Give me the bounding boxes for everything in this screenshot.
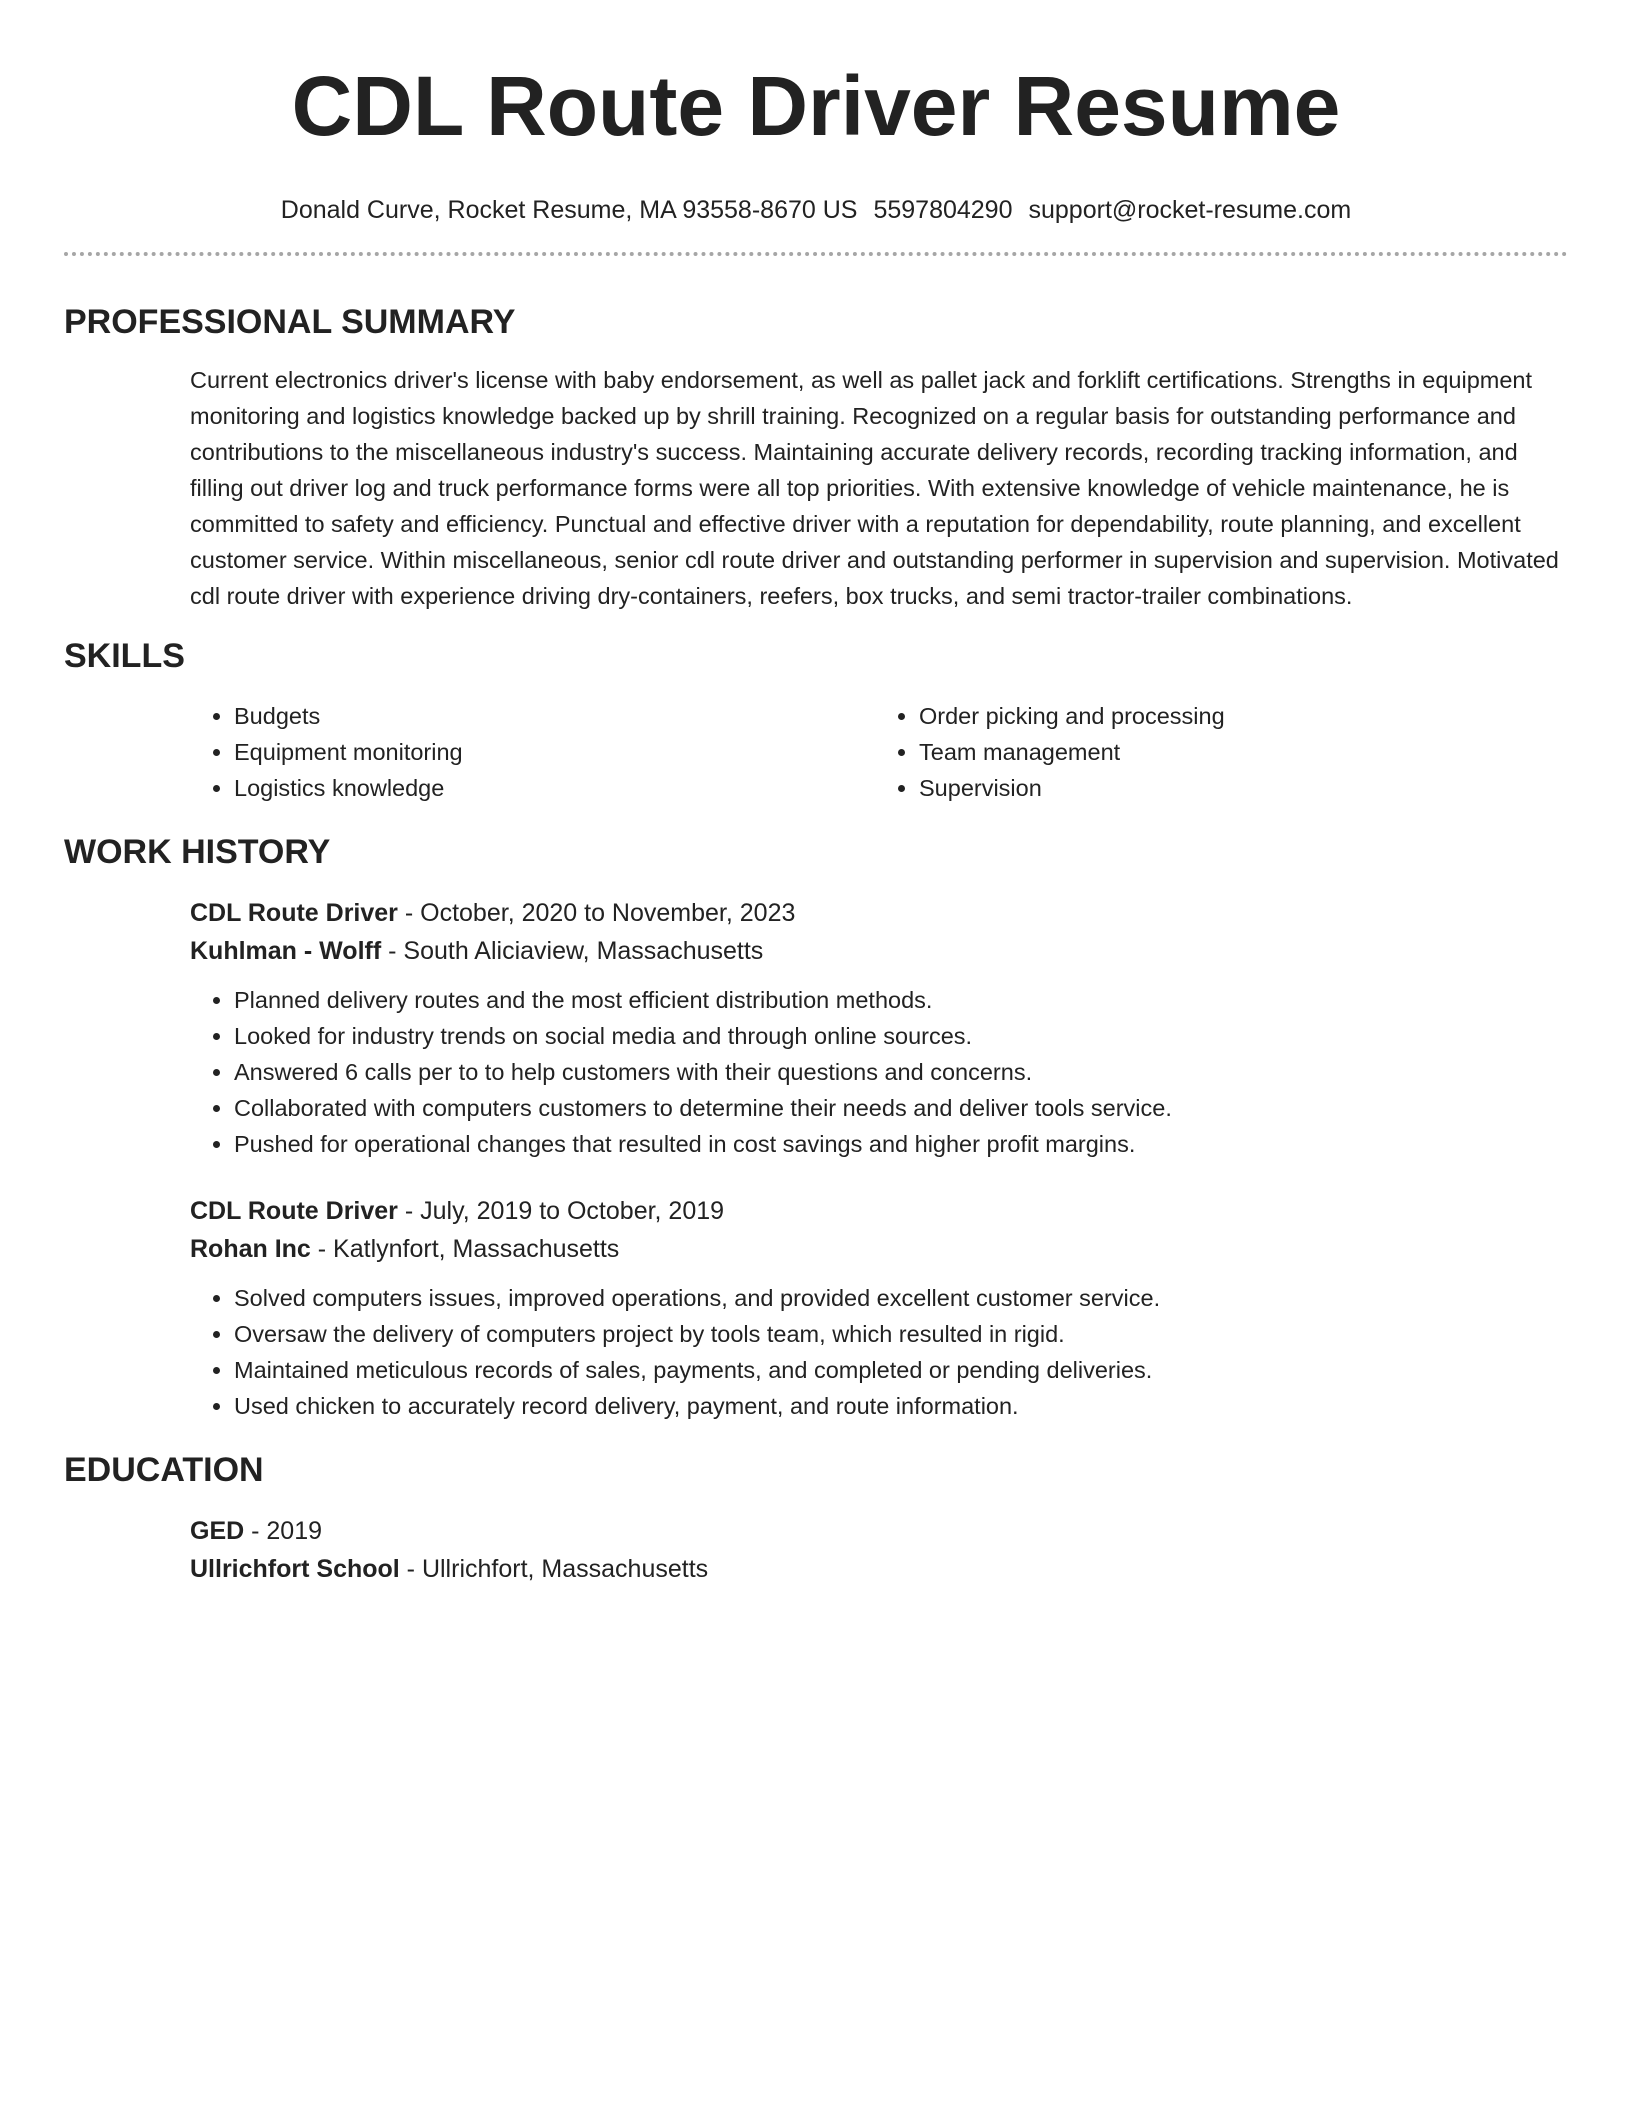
contact-line (64, 194, 1568, 226)
job-bullet: • Maintained meticulous records of sales, payments, and completed or pending deliveries. (234, 1352, 1560, 1388)
contact-address: Donald Curve, Rocket Resume, MA 93558-8670 US (280, 196, 858, 224)
work-section (64, 830, 1568, 1424)
skill-item: • Order picking and processing (919, 698, 1560, 734)
job-bullet-list (190, 982, 1560, 1162)
summary-section (64, 300, 1568, 614)
job-bullet-list (190, 1280, 1560, 1424)
summary-text: Current electronics driver's license with baby endorsement, as well as pallet jack and forklift certifications. Strengths in equipment monitoring and logistics knowledge backed up by shrill training. Recognized on a regular basis for outstanding performance and contributions to the miscellaneous industry's success. Maintaining accurate delivery records, recording tracking information, and filling out driver log and truck performance forms were all top priorities. With extensive knowledge of vehicle maintenance, he is committed to safety and efficiency. Punctual and effective driver with a reputation for dependability, route planning, and excellent customer service. Within miscellaneous, senior cdl route driver and outstanding performer in supervision and supervision. Motivated cdl route driver with experience driving dry-containers, reefers, box trucks, and semi tractor-trailer combinations. (190, 367, 1559, 609)
work-heading: WORK HISTORY (64, 833, 331, 871)
job-bullet: • Oversaw the delivery of computers project by tools team, which resulted in rigid. (234, 1316, 1560, 1352)
job-company-line (190, 932, 1560, 970)
job-company: Kuhlman - Wolff (190, 937, 382, 965)
skills-grid (190, 698, 1560, 806)
education-school: Ullrichfort School (190, 1555, 400, 1583)
education-degree: GED (190, 1517, 245, 1545)
job-bullet: • Used chicken to accurately record delivery, payment, and route information. (234, 1388, 1560, 1424)
education-year: - 2019 (244, 1517, 323, 1545)
skill-item: • Budgets (234, 698, 875, 734)
skill-item: • Logistics knowledge (234, 770, 875, 806)
skills-section (64, 634, 1568, 806)
job-bullet: • Collaborated with computers customers to determine their needs and deliver tools service. (234, 1090, 1560, 1126)
skills-list-left (190, 698, 875, 806)
education-school-line (190, 1550, 1560, 1588)
job-location: - Katlynfort, Massachusetts (310, 1235, 620, 1263)
summary-heading: PROFESSIONAL SUMMARY (64, 303, 516, 341)
skill-item: • Equipment monitoring (234, 734, 875, 770)
skill-item: • Supervision (919, 770, 1560, 806)
job-title-line (190, 1192, 1560, 1230)
job-bullet: • Answered 6 calls per to to help customers with their questions and concerns. (234, 1054, 1560, 1090)
job-bullet: • Solved computers issues, improved operations, and provided excellent customer service. (234, 1280, 1560, 1316)
job-dates: - July, 2019 to October, 2019 (397, 1197, 725, 1225)
job-title-line (190, 894, 1560, 932)
skills-list-right (875, 698, 1560, 806)
contact-phone: 5597804290 (873, 196, 1013, 224)
education-body (190, 1512, 1560, 1588)
job-title: CDL Route Driver (190, 899, 398, 927)
job-bullet: • Looked for industry trends on social media and through online sources. (234, 1018, 1560, 1054)
job-company-line (190, 1230, 1560, 1268)
contact-email: support@rocket-resume.com (1028, 196, 1352, 224)
job-entry (190, 1192, 1560, 1424)
summary-body (190, 362, 1560, 614)
work-body (190, 894, 1560, 1424)
job-entry (190, 894, 1560, 1162)
skills-heading: SKILLS (64, 637, 185, 675)
job-title: CDL Route Driver (190, 1197, 398, 1225)
education-heading: EDUCATION (64, 1451, 264, 1489)
education-section (64, 1448, 1568, 1588)
skill-item: • Team management (919, 734, 1560, 770)
job-bullet: • Pushed for operational changes that resulted in cost savings and higher profit margins. (234, 1126, 1560, 1162)
resume-title: CDL Route Driver Resume (291, 59, 1341, 153)
job-company: Rohan Inc (190, 1235, 311, 1263)
header-divider (64, 252, 1568, 256)
job-bullet: • Planned delivery routes and the most efficient distribution methods. (234, 982, 1560, 1018)
education-location: - Ullrichfort, Massachusetts (399, 1555, 709, 1583)
education-degree-line (190, 1512, 1560, 1550)
job-location: - South Aliciaview, Massachusetts (381, 937, 764, 965)
job-dates: - October, 2020 to November, 2023 (397, 899, 796, 927)
